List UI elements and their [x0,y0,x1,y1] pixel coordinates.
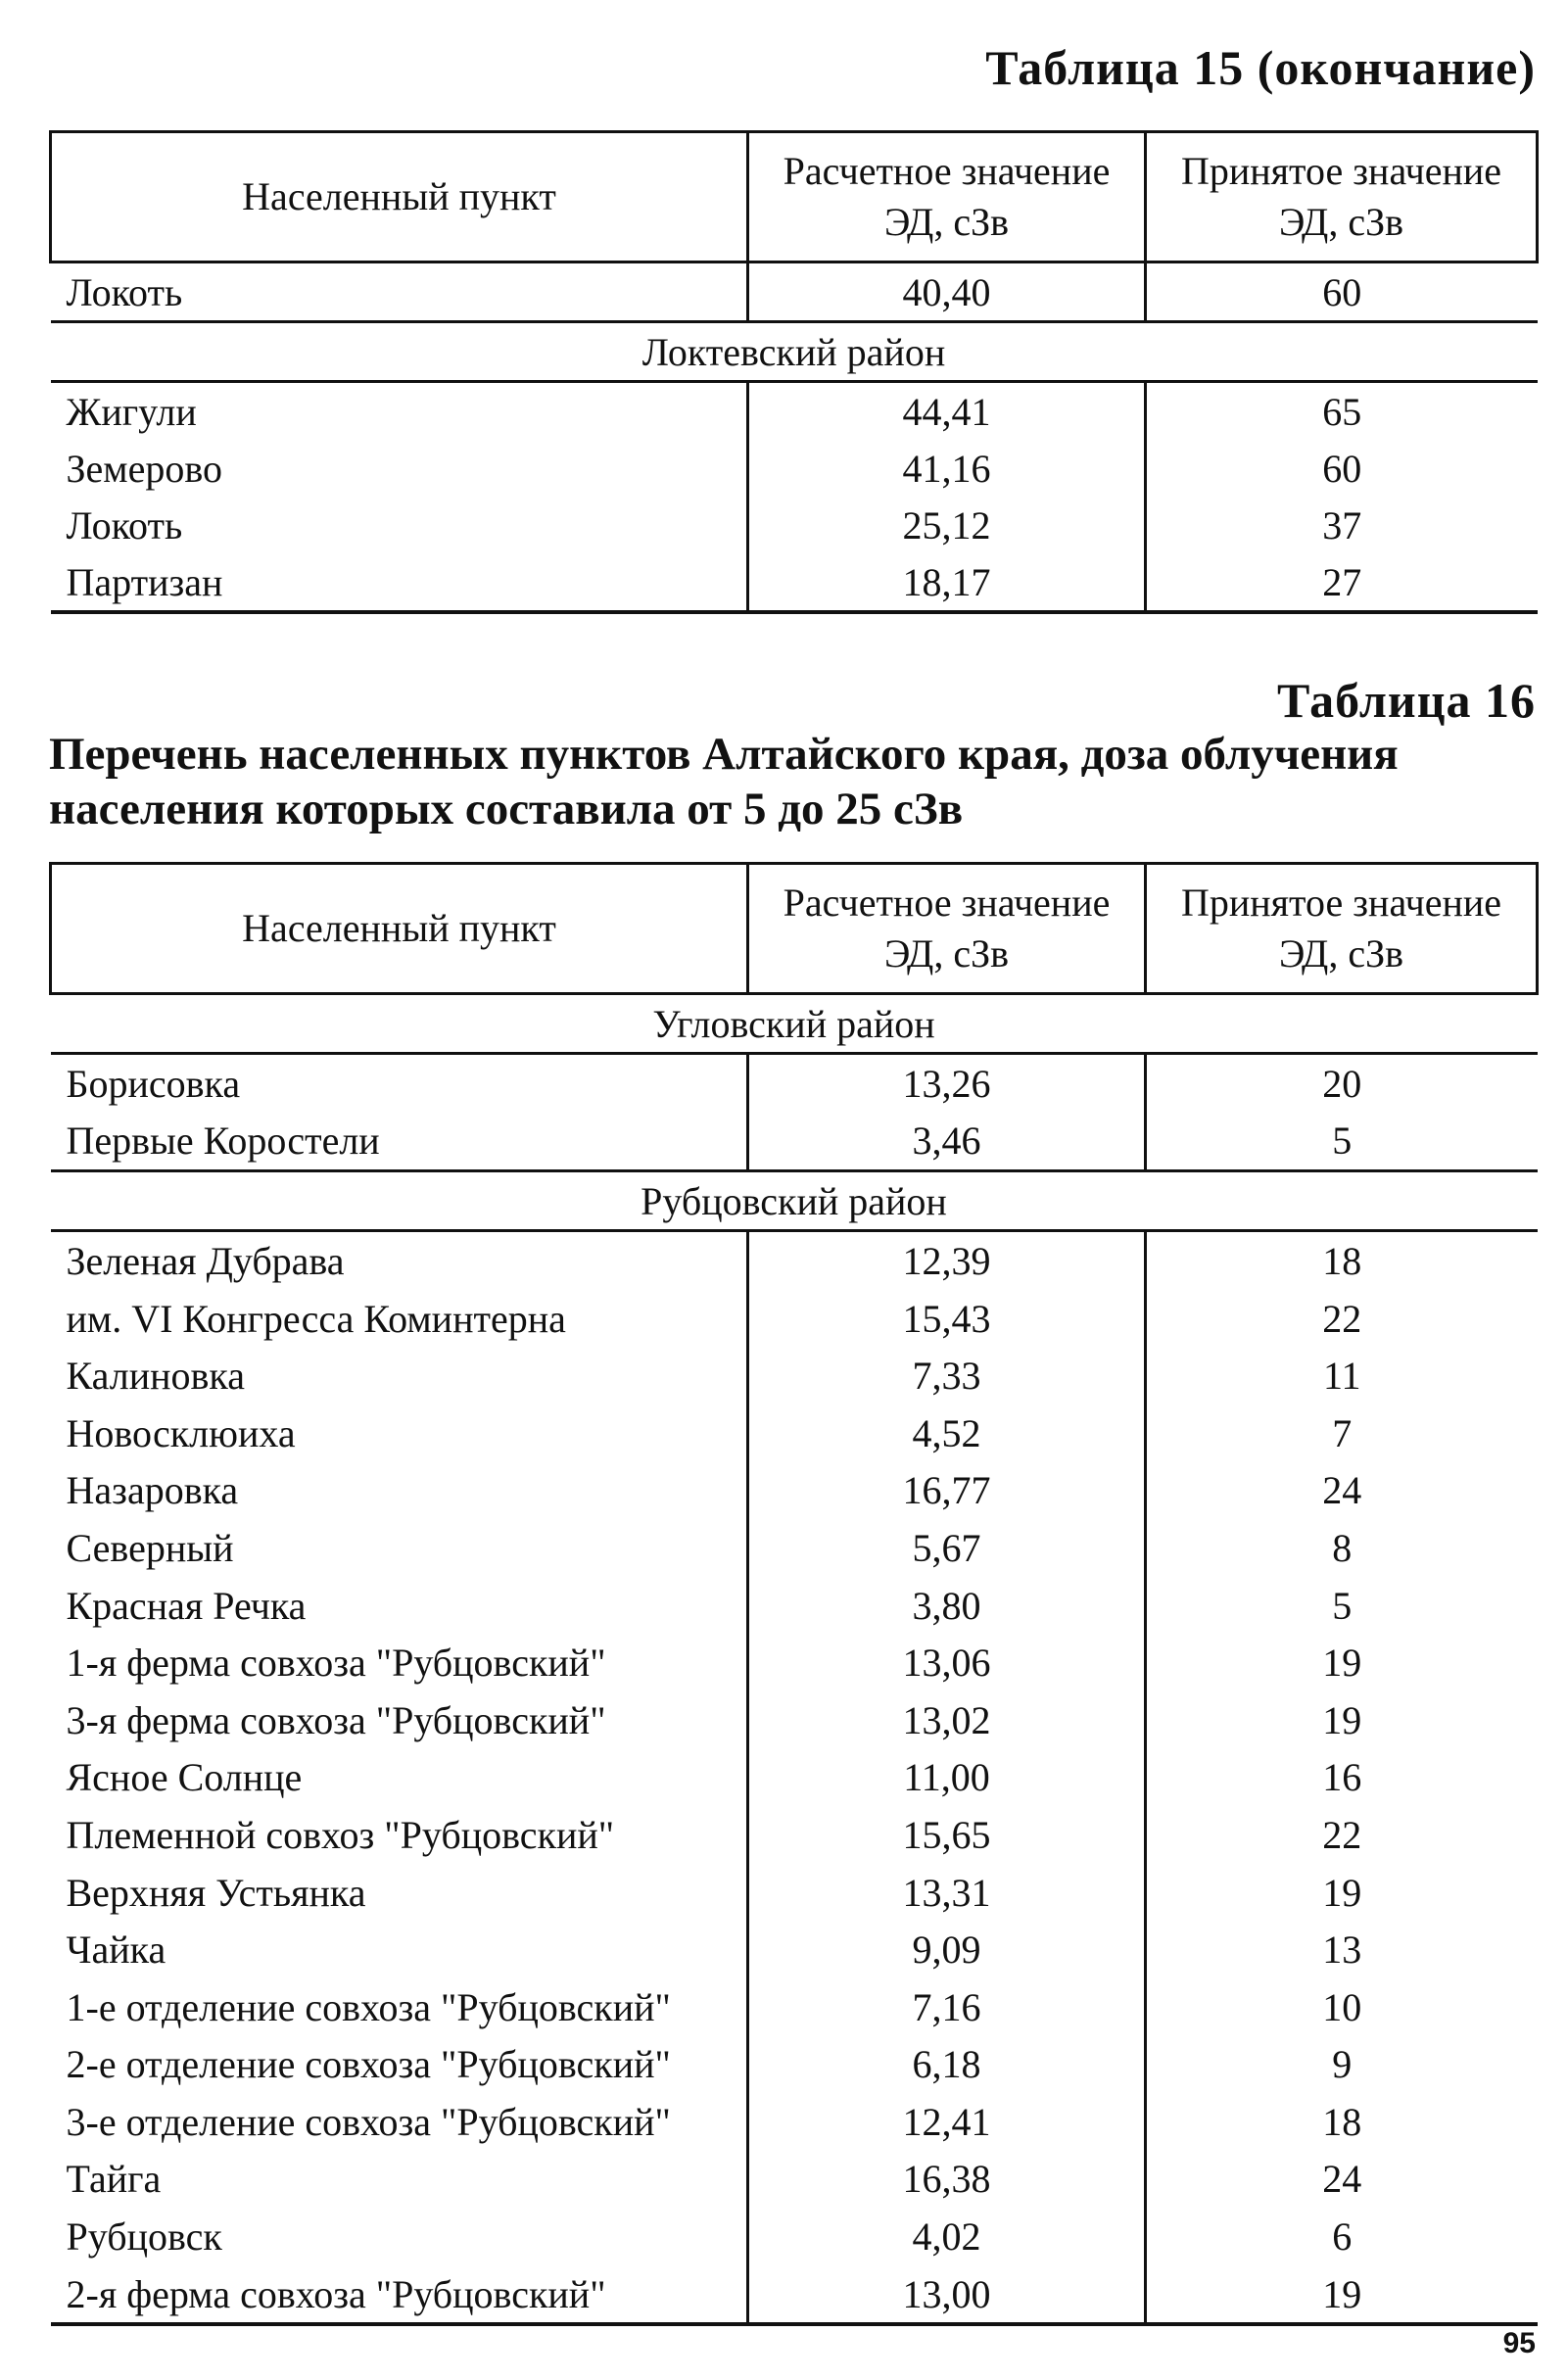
table15-header-row [51,132,1538,262]
calc-value: 7,16 [748,1978,1146,2036]
accepted-value: 9 [1146,2036,1538,2094]
accepted-value: 5 [1146,1113,1538,1171]
column-header-place: Населенный пункт [51,864,748,994]
place-name: Северный [66,1525,234,1570]
accepted-value: 24 [1146,1462,1538,1520]
calc-value: 9,09 [748,1921,1146,1978]
calc-value: 6,18 [748,2036,1146,2094]
table-row [51,1921,1538,1978]
table-row [51,2093,1538,2151]
table-row [51,440,1538,497]
accepted-value: 19 [1146,2265,1538,2325]
place-name: Партизан [51,553,748,612]
place-name: 3-е отделение совхоза "Рубцовский" [66,2099,671,2144]
accepted-value: 5 [1146,1577,1538,1635]
column-header-calc: Расчетное значение ЭД, сЗв [748,864,1146,994]
calc-value: 3,46 [748,1113,1146,1171]
table15-caption: Таблица 15 (окончание) [985,40,1536,95]
table-row [51,1113,1538,1171]
calc-value: 16,38 [748,2151,1146,2209]
accepted-value: 37 [1146,497,1538,553]
accepted-value: 24 [1146,2151,1538,2209]
accepted-value: 65 [1146,382,1538,441]
place-name: Первые Коростели [66,1119,380,1164]
accepted-value: 19 [1146,1864,1538,1922]
place-name: Жигули [66,389,197,434]
calc-value: 13,06 [748,1634,1146,1691]
place-name: Земерово [66,446,222,491]
table15 [49,130,1539,614]
column-header-calc: Расчетное значение ЭД, сЗв [748,132,1146,262]
table-row [51,1519,1538,1577]
table-row [51,1231,1538,1290]
table16-header-row [51,864,1538,994]
calc-value: 13,00 [748,2265,1146,2325]
calc-value: 16,77 [748,1462,1146,1520]
table-row [51,1290,1538,1348]
place-name: 1-я ферма совхоза "Рубцовский" [66,1641,606,1686]
table-row [51,1749,1538,1807]
calc-value: 4,02 [748,2208,1146,2265]
calc-value: 41,16 [748,440,1146,497]
table16-caption: Таблица 16 [1276,673,1536,728]
place-name: Зеленая Дубрава [66,1238,345,1283]
place-name: Тайга [66,2157,162,2202]
place-name: Калиновка [66,1354,245,1399]
column-header-place: Населенный пункт [51,132,748,262]
region-row [51,994,1538,1054]
calc-value: 13,31 [748,1864,1146,1922]
calc-value: 5,67 [748,1519,1146,1577]
accepted-value: 18 [1146,1231,1538,1290]
accepted-value: 20 [1146,1054,1538,1113]
place-name: Верхняя Устьянка [66,1870,366,1915]
table-row [51,1404,1538,1462]
place-name: 3-я ферма совхоза "Рубцовский" [66,1697,606,1742]
accepted-value: 6 [1146,2208,1538,2265]
calc-value: 12,39 [748,1231,1146,1290]
column-header-accepted: Принятое значение ЭД, сЗв [1146,864,1538,994]
accepted-value: 22 [1146,1290,1538,1348]
place-name: Рубцовск [66,2214,222,2260]
table-row [51,1978,1538,2036]
accepted-value: 7 [1146,1404,1538,1462]
place-name: Красная Речка [66,1583,307,1628]
calc-value: 15,43 [748,1290,1146,1348]
table-row [51,1634,1538,1691]
region-row [51,1171,1538,1231]
accepted-value: 22 [1146,1806,1538,1864]
region-label: Угловский район [51,994,1538,1054]
accepted-value: 19 [1146,1691,1538,1749]
calc-value: 25,12 [748,497,1146,553]
table16-title: Перечень населенных пунктов Алтайского края, доза облучения населения которых составила от 5 до 25 сЗв [49,729,1399,834]
accepted-value: 16 [1146,1749,1538,1807]
calc-value: 3,80 [748,1577,1146,1635]
place-name: 2-я ферма совхоза "Рубцовский" [51,2265,748,2325]
table16-body [51,994,1538,2325]
place-name: Локоть [66,502,183,547]
page-number: 95 [1502,2327,1536,2359]
table-row [51,553,1538,612]
table-row [51,1691,1538,1749]
place-name: Борисовка [66,1061,241,1106]
table-row [51,1806,1538,1864]
place-name: Ясное Солнце [66,1755,303,1800]
table-row [51,2265,1538,2325]
column-header-accepted: Принятое значение ЭД, сЗв [1146,132,1538,262]
place-name: им. VI Конгресса Коминтерна [66,1296,566,1341]
place-name: Племенной совхоз "Рубцовский" [66,1812,615,1857]
table-row [51,1347,1538,1404]
table16 [49,862,1539,2326]
calc-value: 11,00 [748,1749,1146,1807]
table-row [51,1054,1538,1113]
calc-value: 44,41 [748,382,1146,441]
place-name: Новосклюиха [66,1410,296,1455]
table-row [51,2208,1538,2265]
accepted-value: 8 [1146,1519,1538,1577]
calc-value: 4,52 [748,1404,1146,1462]
accepted-value: 60 [1146,440,1538,497]
region-row [51,322,1538,382]
place-name: Локоть [66,269,183,314]
calc-value: 18,17 [748,553,1146,612]
place-name: 2-е отделение совхоза "Рубцовский" [66,2042,671,2087]
calc-value: 13,02 [748,1691,1146,1749]
region-label: Рубцовский район [51,1171,1538,1231]
place-name: 1-е отделение совхоза "Рубцовский" [66,1984,671,2029]
accepted-value: 18 [1146,2093,1538,2151]
table-row [51,1577,1538,1635]
accepted-value: 13 [1146,1921,1538,1978]
table-row [51,2036,1538,2094]
accepted-value: 27 [1146,553,1538,612]
place-name: Чайка [66,1928,166,1973]
table-row [51,382,1538,441]
accepted-value: 11 [1146,1347,1538,1404]
table-row [51,262,1538,322]
region-label: Локтевский район [51,322,1538,382]
calc-value: 13,26 [748,1054,1146,1113]
table-row [51,2151,1538,2209]
calc-value: 12,41 [748,2093,1146,2151]
accepted-value: 19 [1146,1634,1538,1691]
calc-value: 15,65 [748,1806,1146,1864]
place-name: Назаровка [66,1468,239,1513]
table-row [51,1864,1538,1922]
table-row [51,497,1538,553]
accepted-value: 10 [1146,1978,1538,2036]
table-row [51,1462,1538,1520]
calc-value: 7,33 [748,1347,1146,1404]
accepted-value: 60 [1146,262,1538,322]
calc-value: 40,40 [748,262,1146,322]
